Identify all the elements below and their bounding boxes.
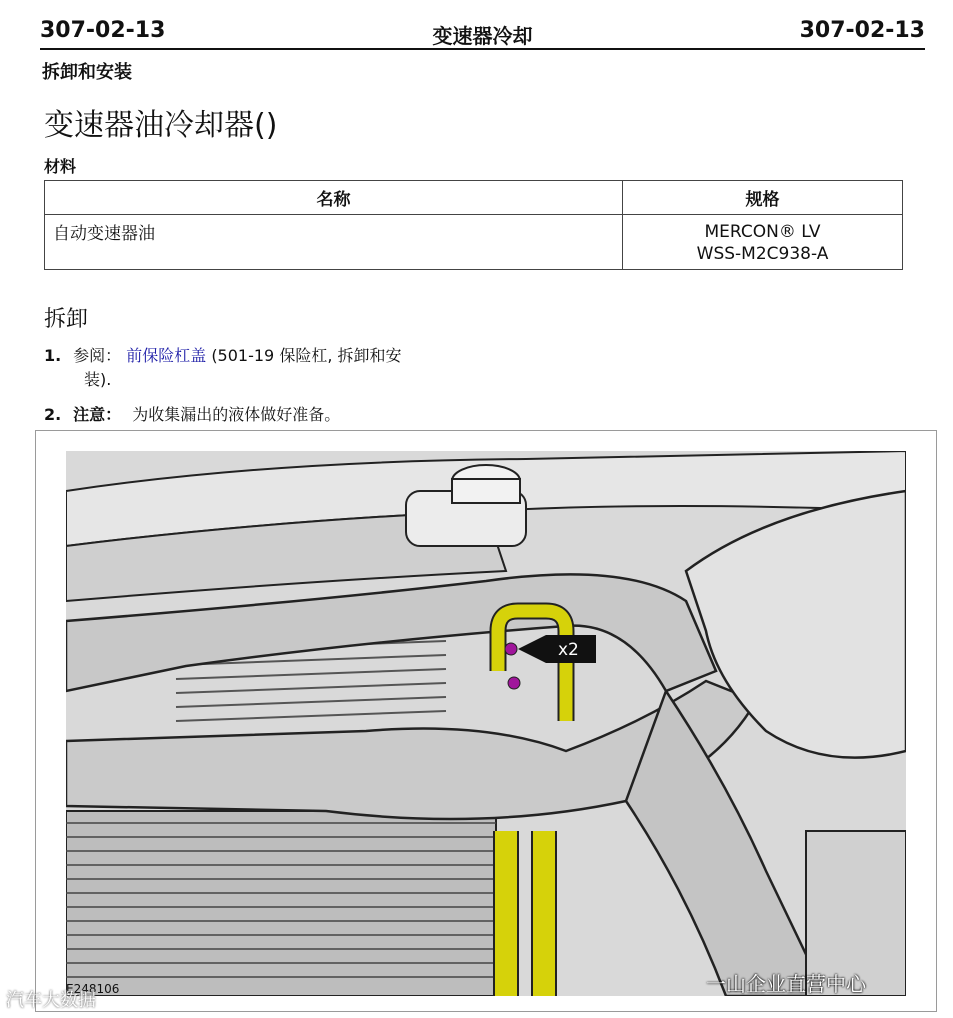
figure-id: E248106 [66,982,120,996]
step-text: 为收集漏出的液体做好准备。 [132,405,341,424]
callout-label: x2 [558,640,579,660]
column-header-spec: 规格 [623,181,903,215]
spec-line: WSS-M2C938-A [696,244,829,264]
spec-line: MERCON® LV [704,222,821,242]
page-title: 变速器油冷却器() [44,108,278,143]
section-title: 拆卸和安装 [42,62,132,83]
step-number: 1. [44,346,62,365]
step-reference: (501-19 保险杠, 拆卸和安 [211,346,402,365]
table-row [45,215,903,270]
page-header [40,14,925,50]
transmission-cooler-illustration [66,451,906,996]
wechat-watermark: 一山企业直营中心 [706,972,866,996]
header-left-code: 307-02-13 [40,18,166,43]
table-header-row [45,181,903,215]
header-right-code: 307-02-13 [799,18,925,43]
step-2 [44,403,340,427]
material-spec-cell [623,215,903,270]
step-1 [44,344,474,392]
material-name-cell: 自动变速器油 [45,215,623,270]
illustration-frame [35,430,937,1012]
materials-label: 材料 [44,157,77,176]
step-prefix: 参阅： [73,346,122,365]
front-bumper-cover-link[interactable]: 前保险杠盖 [126,346,207,365]
header-title: 变速器冷却 [432,24,533,48]
corner-watermark: 汽车大数据 [6,990,96,1011]
removal-heading: 拆卸 [44,307,89,332]
materials-table [44,180,903,270]
step-caution-label: 注意： [73,405,122,424]
column-header-name: 名称 [45,181,623,215]
step-reference-cont: 装). [84,370,112,389]
step-number: 2. [44,405,62,424]
